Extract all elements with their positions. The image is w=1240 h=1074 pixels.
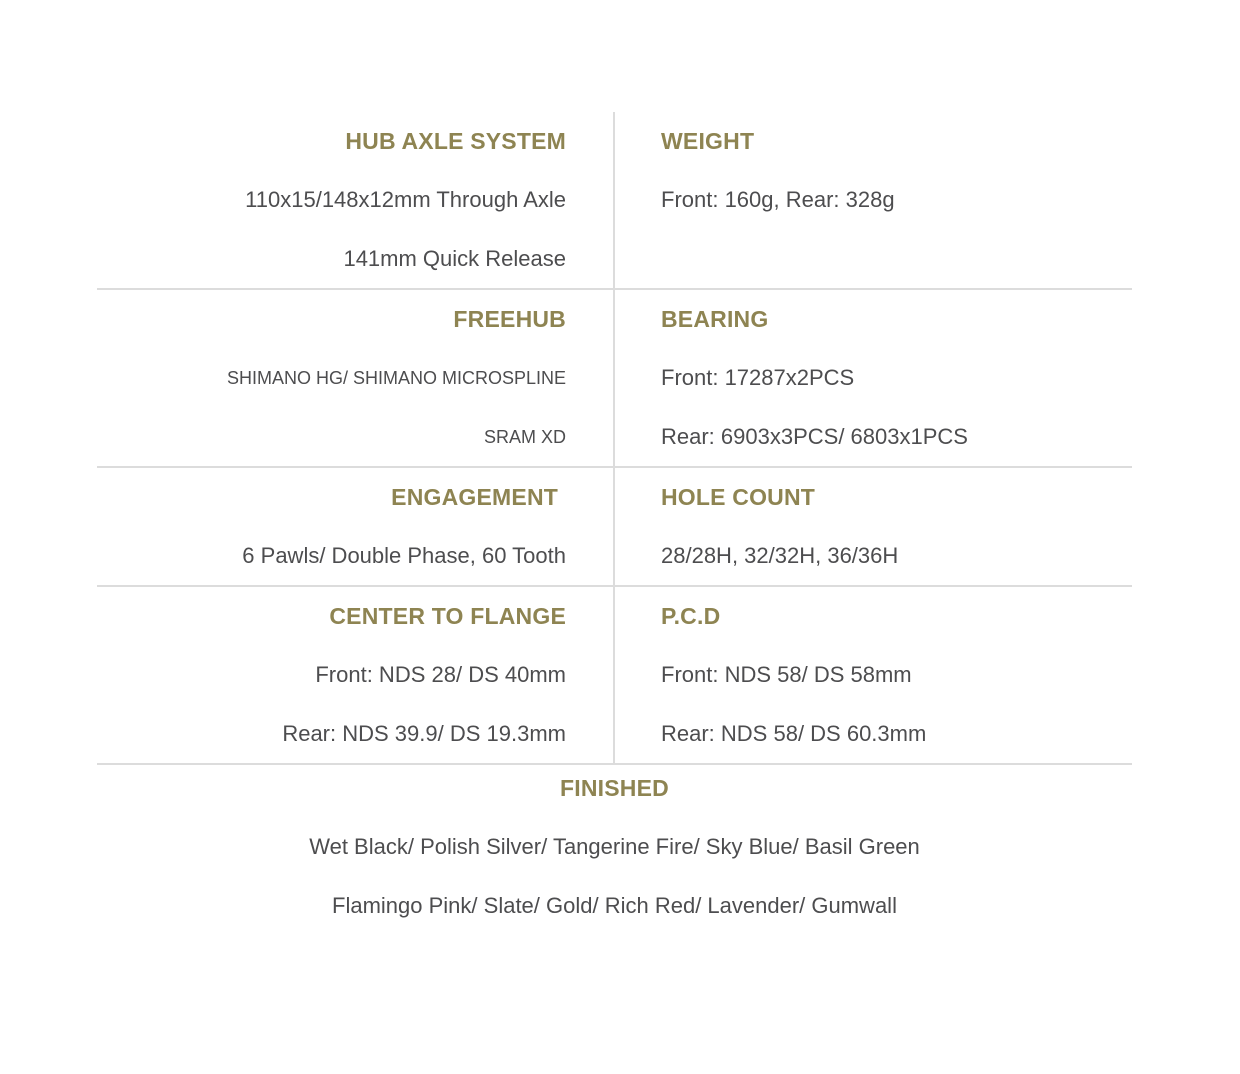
spec-cell-center-to-flange — [97, 587, 615, 763]
spec-value-pcd-rear: Rear: NDS 58/ DS 60.3mm — [661, 721, 927, 746]
spec-value-flange-front: Front: NDS 28/ DS 40mm — [315, 662, 566, 687]
spec-cell-freehub — [97, 290, 615, 466]
spec-value-hole-count: 28/28H, 32/32H, 36/36H — [661, 543, 899, 568]
spec-value-bearing-front: Front: 17287x2PCS — [661, 365, 855, 390]
spec-cell-hub-axle-system — [97, 112, 615, 288]
spec-heading-hub-axle-system: HUB AXLE SYSTEM — [345, 128, 566, 154]
spec-heading-engagement: ENGAGEMENT — [391, 484, 558, 510]
spec-cell-engagement — [97, 468, 615, 585]
spec-value-bearing-rear: Rear: 6903x3PCS/ 6803x1PCS — [661, 424, 968, 449]
spec-value-shimano: SHIMANO HG/ SHIMANO MICROSPLINE — [226, 368, 566, 388]
spec-value-pcd-front: Front: NDS 58/ DS 58mm — [661, 662, 912, 687]
spec-value-through-axle: 110x15/148x12mm Through Axle — [245, 187, 566, 212]
spec-cell-weight — [615, 112, 1132, 288]
finish-section — [97, 775, 1132, 952]
spec-value-weight: Front: 160g, Rear: 328g — [661, 187, 895, 212]
spec-value-flange-rear: Rear: NDS 39.9/ DS 19.3mm — [282, 721, 566, 746]
spec-value-engagement: 6 Pawls/ Double Phase, 60 Tooth — [242, 543, 566, 568]
spec-heading-bearing: BEARING — [661, 306, 769, 332]
spec-heading-hole-count: HOLE COUNT — [661, 484, 816, 510]
spec-row-axle-weight — [97, 112, 1132, 290]
spec-table — [97, 112, 1132, 765]
spec-value-sram: SRAM XD — [483, 427, 566, 447]
spec-value-quick-release: 141mm Quick Release — [343, 246, 566, 271]
spec-row-freehub-bearing — [97, 290, 1132, 468]
spec-row-flange-pcd — [97, 587, 1132, 765]
spec-cell-hole-count — [615, 468, 1132, 585]
spec-heading-weight: WEIGHT — [661, 128, 755, 154]
spec-cell-pcd — [615, 587, 1132, 763]
spec-cell-bearing — [615, 290, 1132, 466]
spec-heading-pcd: P.C.D — [661, 603, 721, 629]
spec-value-finish-colors-1: Wet Black/ Polish Silver/ Tangerine Fire/ Sky Blue/ Basil Green — [309, 834, 920, 859]
spec-heading-finished: FINISHED — [560, 775, 669, 801]
spec-value-finish-colors-2: Flamingo Pink/ Slate/ Gold/ Rich Red/ Lavender/ Gumwall — [332, 893, 897, 918]
spec-heading-center-to-flange: CENTER TO FLANGE — [329, 603, 566, 629]
spec-row-engagement-holes — [97, 468, 1132, 587]
spec-heading-freehub: FREEHUB — [453, 306, 566, 332]
